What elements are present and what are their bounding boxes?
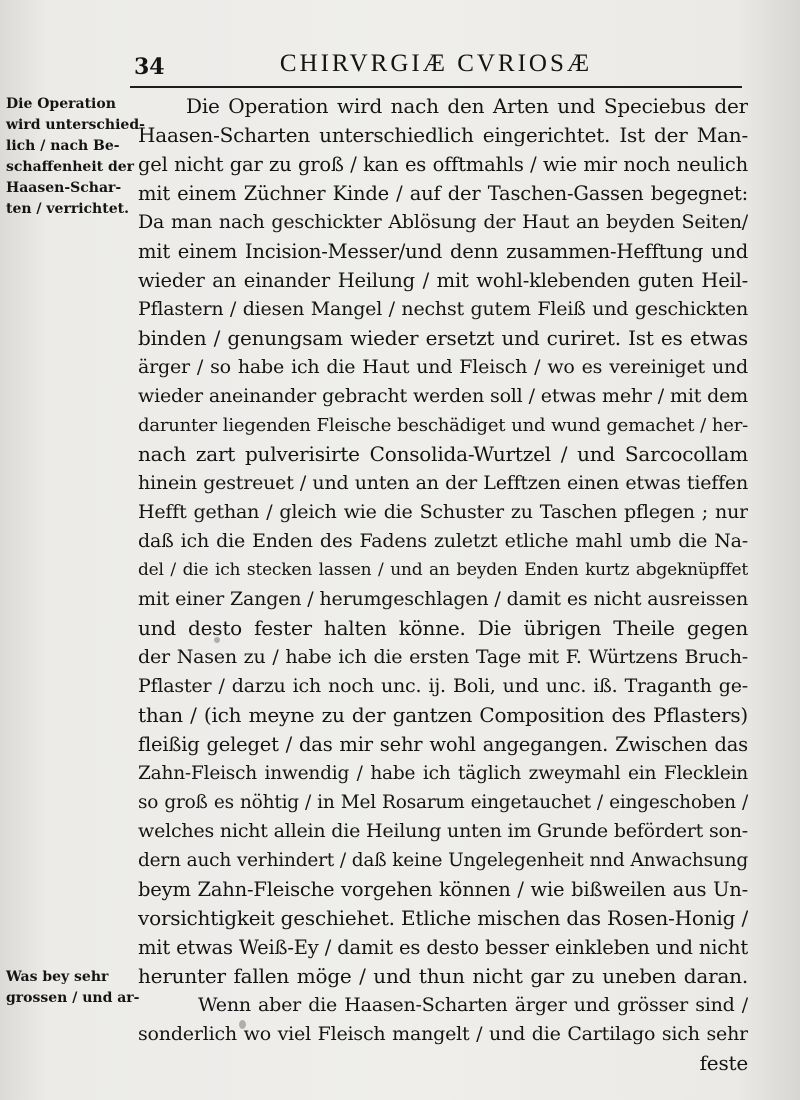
text-line: Zahn-Fleisch inwendig / habe ich täglich zweymahl ein Flecklein xyxy=(138,763,748,784)
margin-note-line: ten / verrichtet. xyxy=(6,201,129,217)
text-line: sonderlich wo viel Fleisch mangelt / und die Cartilago sich sehr xyxy=(138,1023,748,1045)
page-header xyxy=(130,44,742,88)
margin-note-line: Was bey sehr xyxy=(6,969,109,985)
text-line: ärger / so habe ich die Haut und Fleisch / wo es vereiniget und xyxy=(138,356,748,378)
margin-note-line: lich / nach Be- xyxy=(6,138,120,154)
text-line: herunter fallen möge / und thun nicht gar zu uneben daran. xyxy=(138,964,748,988)
margin-note-line: grossen / und ar- xyxy=(6,990,140,1006)
text-line: wieder an einander Heilung / mit wohl-klebenden guten Heil- xyxy=(138,269,748,292)
text-line: mit etwas Weiß-Ey / damit es desto besser einkleben und nicht xyxy=(138,936,748,959)
margin-note-severe-cases xyxy=(6,967,140,1009)
text-line: vorsichtigkeit geschiehet. Etliche mischen das Rosen-Honig / xyxy=(138,906,748,930)
text-line: welches nicht allein die Heilung unten im Grunde befördert son- xyxy=(138,820,748,842)
text-line: binden / genungsam wieder ersetzt und curiret. Ist es etwas xyxy=(138,326,748,350)
text-line: beym Zahn-Fleische vorgehen können / wie bißweilen aus Un- xyxy=(138,878,748,901)
text-line: Haasen-Scharten unterschiedlich eingerichtet. Ist der Man- xyxy=(138,123,748,147)
text-line: so groß es nöhtig / in Mel Rosarum eingetauchet / eingeschoben / xyxy=(138,792,748,813)
text-line: wieder aneinander gebracht werden soll / etwas mehr / mit dem xyxy=(138,385,748,407)
margin-note-line: Haasen-Schar- xyxy=(6,180,122,196)
text-line: fleißig geleget / das mir sehr wohl angegangen. Zwischen das xyxy=(138,733,748,756)
text-line: than / (ich meyne zu der gantzen Composition des Pflasters) xyxy=(138,703,748,727)
margin-note-line: wird unterschied- xyxy=(6,117,145,133)
catchword: feste xyxy=(699,1051,748,1075)
text-line: Hefft gethan / gleich wie die Schuster zu Taschen pflegen ; nur xyxy=(138,501,748,523)
text-line: Pflastern / diesen Mangel / nechst gutem Fleiß und geschickten xyxy=(138,298,748,320)
page-number: 34 xyxy=(134,54,165,80)
text-line: del / die ich stecken lassen / und an beyden Enden kurtz abgeknüpffet xyxy=(138,560,748,580)
text-line: der Nasen zu / habe ich die ersten Tage mit F. Würtzens Bruch- xyxy=(138,646,748,668)
margin-note-line: schaffenheit der xyxy=(6,159,135,175)
margin-note-line: Die Operation xyxy=(6,96,116,112)
text-line: darunter liegenden Fleische beschädiget und wund gemachet / her- xyxy=(138,415,748,436)
text-line: mit einem Züchner Kinde / auf der Taschen-Gassen begegnet: xyxy=(138,182,748,205)
text-line: gel nicht gar zu groß / kan es offtmahls / wie mir noch neulich xyxy=(138,153,748,176)
running-title: CHIRVRGIÆ CVRIOSÆ xyxy=(279,50,593,77)
text-line: daß ich die Enden des Fadens zuletzt etliche mahl umb die Na- xyxy=(138,530,748,552)
text-line: hinein gestreuet / und unten an der Lefftzen einen etwas tieffen xyxy=(138,472,748,494)
text-line: Die Operation wird nach den Arten und Speciebus der xyxy=(186,94,748,118)
body-text xyxy=(138,92,748,1078)
text-line: mit einem Incision-Messer/und denn zusammen-Hefftung und xyxy=(138,240,748,263)
margin-note-operation xyxy=(6,94,145,220)
text-line: nach zart pulverisirte Consolida-Wurtzel / und Sarcocollam xyxy=(138,442,748,466)
text-line: Pflaster / darzu ich noch unc. ij. Boli, und unc. iß. Traganth ge- xyxy=(138,675,748,697)
text-line: Wenn aber die Haasen-Scharten ärger und grösser sind / xyxy=(198,994,748,1016)
header-rule xyxy=(130,86,742,88)
text-line: und desto fester halten könne. Die übrigen Theile gegen xyxy=(138,616,748,640)
text-line: dern auch verhindert / daß keine Ungelegenheit nnd Anwachsung xyxy=(138,850,748,871)
text-line: Da man nach geschickter Ablösung der Haut an beyden Seiten/ xyxy=(138,211,748,233)
text-line: mit einer Zangen / herumgeschlagen / damit es nicht ausreissen xyxy=(138,588,748,610)
